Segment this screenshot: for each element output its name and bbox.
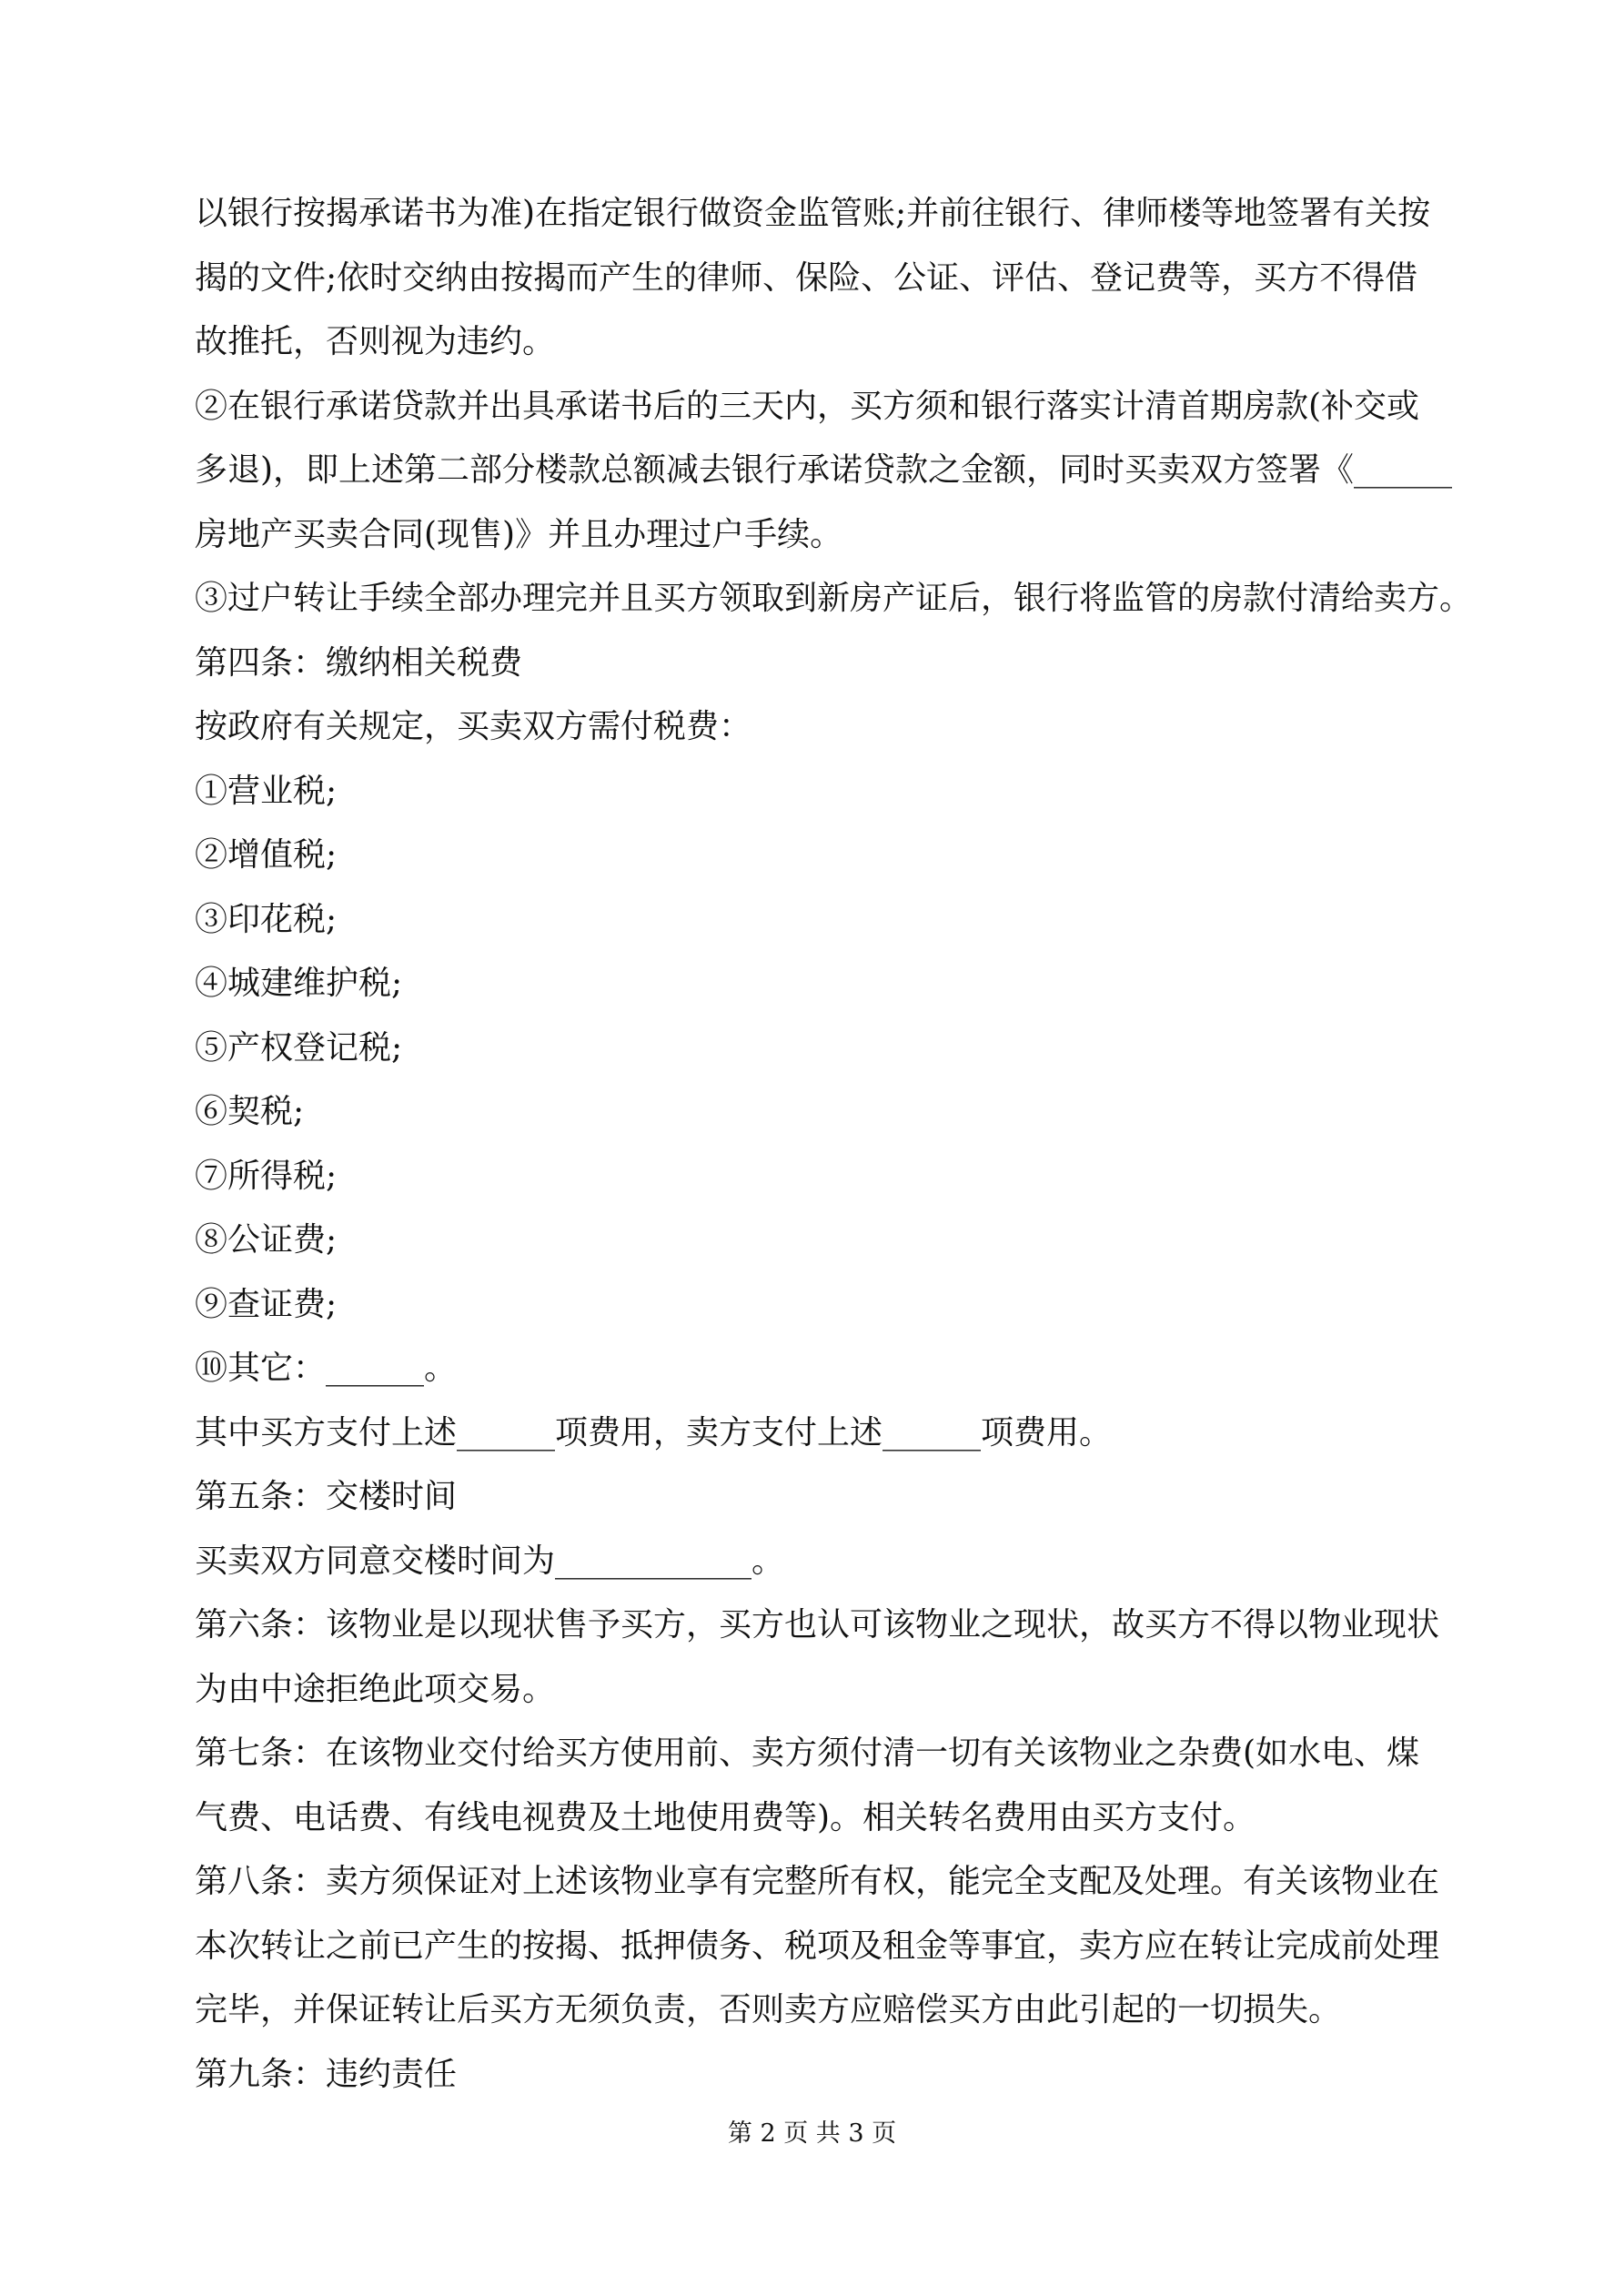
list-item: ④城建维护税; bbox=[195, 965, 403, 1002]
text-line: 故推托，否则视为违约。 bbox=[195, 323, 556, 360]
text-line: 第八条：卖方须保证对上述该物业享有完整所有权，能完全支配及处理。有关该物业在 bbox=[195, 1863, 1440, 1900]
list-item: ⑧公证费; bbox=[195, 1221, 338, 1259]
text-line: 揭的文件;依时交纳由按揭而产生的律师、保险、公证、评估、登记费等，买方不得借 bbox=[195, 258, 1418, 297]
text-line: 多退)，即上述第二部分楼款总额减去银行承诺贷款之金额，同时买卖双方签署《______ bbox=[195, 451, 1453, 489]
text-line: ②在银行承诺贷款并出具承诺书后的三天内，买方须和银行落实计清首期房款(补交或 bbox=[195, 387, 1420, 425]
text-line: 房地产买卖合同(现售)》并且办理过户手续。 bbox=[195, 515, 843, 553]
list-item: ②增值税; bbox=[195, 836, 338, 874]
list-item: ①营业税; bbox=[195, 772, 338, 810]
text-line: 以银行按揭承诺书为准)在指定银行做资金监管账;并前往银行、律师楼等地签署有关按 bbox=[195, 195, 1431, 232]
list-item: ⑩其它：______。 bbox=[195, 1350, 458, 1387]
text-line: 第七条：在该物业交付给买方使用前、卖方须付清一切有关该物业之杂费(如水电、煤 bbox=[195, 1735, 1420, 1772]
section-heading: 第四条：缴纳相关税费 bbox=[195, 643, 523, 682]
text-line: 本次转让之前已产生的按揭、抵押债务、税项及租金等事宜，卖方应在转让完成前处理 bbox=[195, 1927, 1440, 1965]
list-item: ⑥契税; bbox=[195, 1093, 305, 1130]
text-line: 买卖双方同意交楼时间为____________。 bbox=[195, 1542, 785, 1580]
section-heading: 第九条：违约责任 bbox=[195, 2055, 458, 2093]
text-line: 气费、电话费、有线电视费及土地使用费等)。相关转名费用由买方支付。 bbox=[195, 1798, 1256, 1836]
text-line: 为由中途拒绝此项交易。 bbox=[195, 1670, 556, 1708]
text-line: 按政府有关规定，买卖双方需付税费： bbox=[195, 708, 752, 745]
text-line: 完毕，并保证转让后买方无须负责，否则卖方应赔偿买方由此引起的一切损失。 bbox=[195, 1991, 1342, 2028]
list-item: ③印花税; bbox=[195, 900, 338, 938]
document-body bbox=[195, 182, 1473, 2107]
text-line: ③过户转让手续全部办理完并且买方领取到新房产证后，银行将监管的房款付清给卖方。 bbox=[195, 580, 1473, 617]
page-number: 第 2 页 共 3 页 bbox=[727, 2119, 897, 2148]
list-item: ⑨查证费; bbox=[195, 1285, 338, 1323]
section-heading: 第五条：交楼时间 bbox=[195, 1478, 458, 1515]
list-item: ⑤产权登记税; bbox=[195, 1028, 403, 1067]
text-line: 其中买方支付上述______项费用，卖方支付上述______项费用。 bbox=[195, 1413, 1113, 1451]
list-item: ⑦所得税; bbox=[195, 1157, 338, 1195]
text-line: 第六条：该物业是以现状售予买方，买方也认可该物业之现状，故买方不得以物业现状 bbox=[195, 1606, 1440, 1644]
